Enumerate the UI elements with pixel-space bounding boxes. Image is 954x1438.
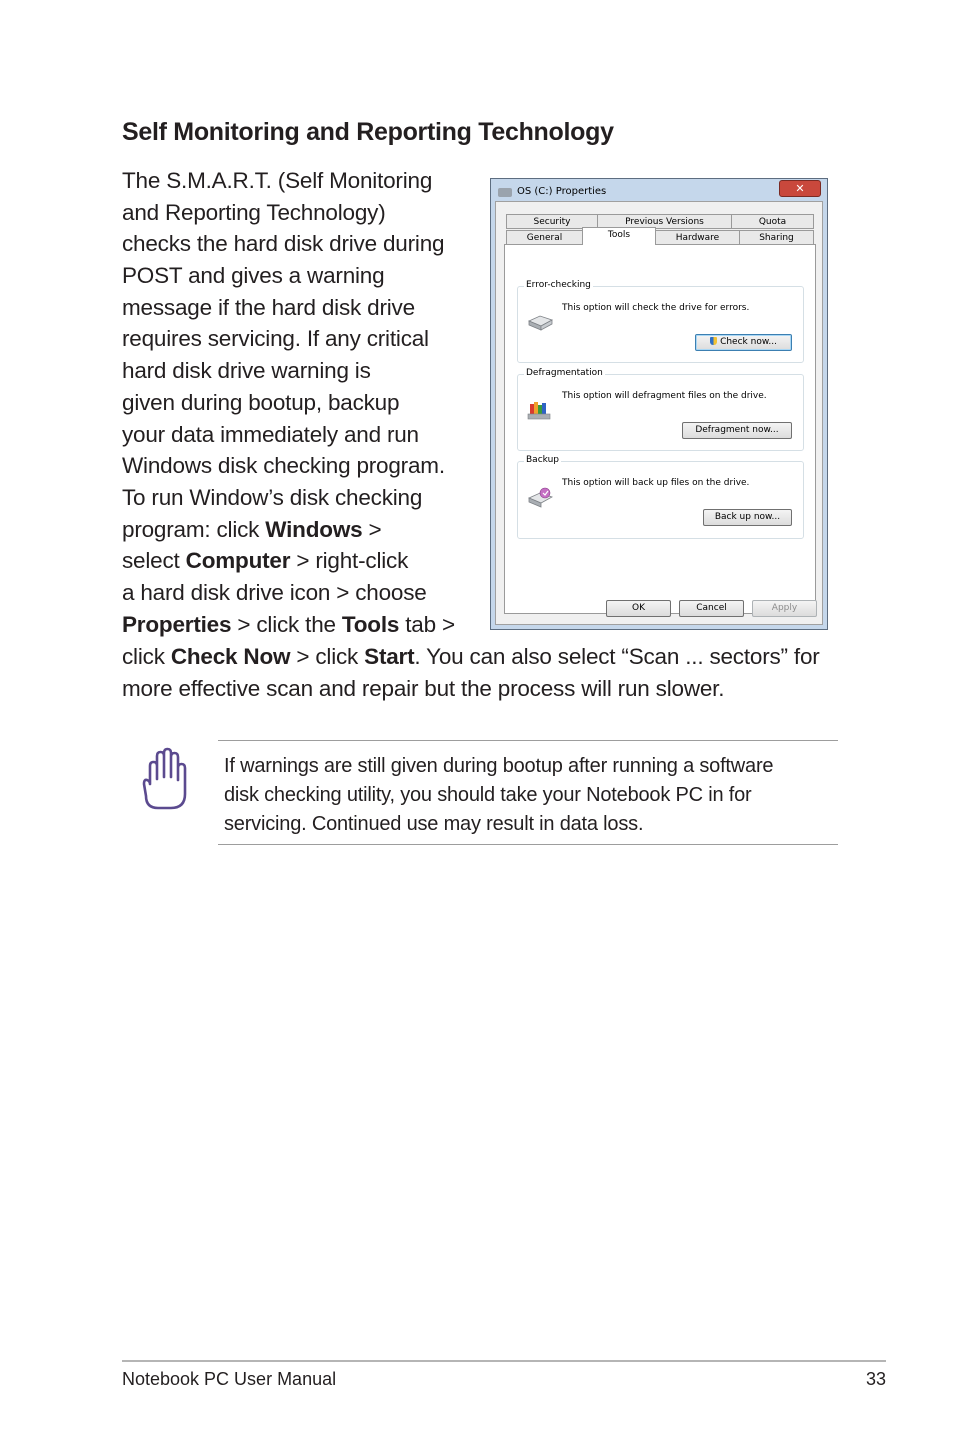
cancel-button[interactable]: Cancel (679, 600, 744, 617)
body-line: The S.M.A.R.T. (Self Monitoring (122, 168, 433, 193)
caution-hand-icon (140, 746, 188, 812)
close-button[interactable]: ✕ (779, 180, 821, 197)
footer-divider (122, 1360, 886, 1362)
tab-tools[interactable]: Tools (582, 227, 656, 245)
text-run: program: click (122, 517, 266, 542)
defragmentation-description: This option will defragment files on the drive. (562, 391, 767, 401)
body-line: hard disk drive warning is (122, 358, 371, 383)
tab-previous-versions[interactable]: Previous Versions (597, 214, 732, 229)
body-line: your data immediately and run (122, 422, 419, 447)
body-line: given during bootup, backup (122, 390, 400, 415)
drive-icon (498, 188, 512, 197)
tab-security[interactable]: Security (506, 214, 598, 229)
body-line (122, 548, 408, 574)
text-run: > click the (231, 612, 342, 637)
check-now-button[interactable] (695, 334, 792, 351)
tab-hardware[interactable]: Hardware (655, 230, 740, 245)
error-checking-description: This option will check the drive for errors. (562, 303, 750, 313)
body-line: more effective scan and repair but the process will run slower. (122, 676, 725, 701)
backup-icon (526, 486, 554, 508)
note-bottom-divider (218, 844, 838, 845)
error-checking-group (517, 280, 804, 363)
body-line (122, 644, 820, 670)
text-run: . You can also select “Scan ... sectors” for (414, 644, 820, 669)
error-checking-legend: Error-checking (526, 280, 591, 290)
tab-sharing[interactable]: Sharing (739, 230, 814, 245)
body-line: a hard disk drive icon > choose (122, 580, 427, 605)
note-top-divider (218, 740, 838, 741)
bold-term-tools: Tools (341, 612, 400, 637)
tab-quota[interactable]: Quota (731, 214, 814, 229)
defragmentation-legend: Defragmentation (526, 368, 603, 378)
note-line: servicing. Continued use may result in data loss. (224, 813, 644, 835)
bold-term-start: Start (364, 644, 415, 669)
shield-icon (710, 337, 717, 345)
ok-button[interactable]: OK (606, 600, 671, 617)
check-now-label: Check now... (720, 337, 777, 347)
bold-term-windows: Windows (265, 517, 363, 542)
text-run: click (122, 644, 171, 669)
body-line: POST and gives a warning (122, 263, 385, 288)
note-line: If warnings are still given during bootup after running a software (224, 755, 774, 777)
defragment-now-button[interactable]: Defragment now... (682, 422, 792, 439)
bold-term-computer: Computer (185, 548, 291, 573)
backup-description: This option will back up files on the drive. (562, 478, 750, 488)
backup-legend: Backup (526, 455, 559, 465)
body-line: Windows disk checking program. (122, 453, 445, 478)
tools-panel (504, 244, 816, 614)
back-up-now-button[interactable]: Back up now... (703, 509, 792, 526)
defragment-icon (526, 399, 554, 421)
defragmentation-group (517, 368, 804, 451)
section-heading: Self Monitoring and Reporting Technology (122, 118, 614, 146)
properties-dialog (490, 178, 828, 630)
hard-drive-icon (526, 311, 554, 333)
text-run: select (122, 548, 186, 573)
apply-button[interactable]: Apply (752, 600, 817, 617)
text-run: tab > (399, 612, 455, 637)
body-line (122, 517, 381, 543)
text-run: > click (290, 644, 365, 669)
note-text (224, 752, 773, 839)
dialog-body (495, 201, 823, 625)
bold-term-properties: Properties (122, 612, 232, 637)
body-line: message if the hard disk drive (122, 295, 415, 320)
bold-term-check-now: Check Now (170, 644, 291, 669)
tab-general[interactable]: General (506, 230, 583, 245)
body-line: checks the hard disk drive during (122, 231, 445, 256)
body-line: To run Window’s disk checking (122, 485, 423, 510)
text-run: > right-click (290, 548, 409, 573)
body-line: and Reporting Technology) (122, 200, 386, 225)
body-line (122, 612, 455, 638)
dialog-title: OS (C:) Properties (517, 186, 607, 197)
note-line: disk checking utility, you should take your Notebook PC in for (224, 784, 752, 806)
text-run: > (362, 517, 382, 542)
body-line: requires servicing. If any critical (122, 326, 429, 351)
page-number: 33 (865, 1369, 886, 1389)
backup-group (517, 455, 804, 539)
footer-title: Notebook PC User Manual (122, 1369, 337, 1389)
